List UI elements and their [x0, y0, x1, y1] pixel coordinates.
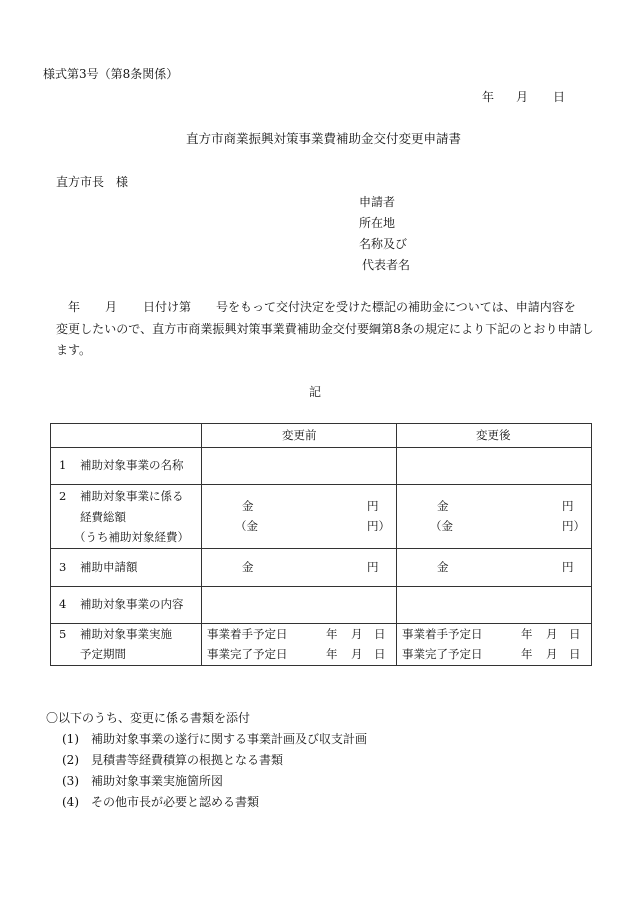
row2-label-cell — [51, 485, 202, 549]
row5-before-start-year: 年 — [326, 627, 338, 641]
row3-after-cell[interactable] — [397, 549, 592, 587]
row2-after-kin: 金 — [437, 499, 449, 513]
body-month: 月 — [105, 300, 118, 314]
row2-after-kin-paren: （金 — [430, 519, 453, 533]
row4-num: 4 — [59, 597, 67, 611]
row1-after-cell[interactable] — [397, 448, 592, 485]
row5-label-2: 予定期間 — [80, 647, 126, 661]
row5-before-end: 事業完了予定日 — [207, 647, 288, 661]
applicant-address-label: 所在地 — [359, 216, 396, 230]
row3-after-kin: 金 — [437, 560, 449, 574]
body-day: 日付け第 — [143, 300, 192, 314]
addressee: 直方市長 様 — [56, 175, 129, 189]
date-year: 年 — [482, 90, 495, 104]
table-row-5 — [51, 624, 592, 666]
row5-after-end-month: 月 — [546, 647, 558, 661]
row5-before-start-month: 月 — [351, 627, 363, 641]
document-title: 直方市商業振興対策事業費補助金交付変更申請書 — [186, 131, 462, 146]
row5-before-end-month: 月 — [351, 647, 363, 661]
row5-num: 5 — [59, 627, 67, 641]
attachment-item: (3) 補助対象事業実施箇所図 — [62, 774, 223, 788]
row5-label-cell — [51, 624, 202, 666]
row3-before-cell[interactable] — [202, 549, 397, 587]
row1-label: 補助対象事業の名称 — [80, 458, 184, 472]
body-line2: 変更したいので、直方市商業振興対策事業費補助金交付要綱第8条の規定により下記のとおり申請し — [56, 322, 594, 336]
form-number: 様式第3号（第8条関係） — [43, 67, 179, 81]
row5-after-start-month: 月 — [546, 627, 558, 641]
row5-before-end-day: 日 — [374, 647, 386, 661]
row5-after-start-day: 日 — [569, 627, 581, 641]
table-row-3 — [51, 549, 592, 587]
body-line1-rest: 号をもって交付決定を受けた標記の補助金については、申請内容を — [216, 300, 576, 314]
row3-num: 3 — [59, 560, 67, 574]
body-year: 年 — [68, 300, 81, 314]
row2-after-cell[interactable] — [397, 485, 592, 549]
row2-after-en-paren: 円） — [562, 519, 585, 533]
table-header-row — [51, 424, 592, 448]
row5-before-start: 事業着手予定日 — [207, 627, 288, 641]
row4-label-cell — [51, 587, 202, 624]
row2-before-kin: 金 — [242, 499, 254, 513]
row4-after-cell[interactable] — [397, 587, 592, 624]
row3-label: 補助申請額 — [80, 560, 138, 574]
row5-before-cell[interactable] — [202, 624, 397, 666]
header-after-cell — [397, 424, 592, 448]
row2-after-en: 円 — [562, 499, 574, 513]
row4-before-cell[interactable] — [202, 587, 397, 624]
date-month: 月 — [516, 90, 529, 104]
applicant-label: 申請者 — [359, 195, 396, 209]
row5-after-end-day: 日 — [569, 647, 581, 661]
header-before-cell — [202, 424, 397, 448]
body-line3: ます。 — [56, 343, 92, 357]
row4-label: 補助対象事業の内容 — [80, 597, 184, 611]
row5-before-end-year: 年 — [326, 647, 338, 661]
row2-before-kin-paren: （金 — [235, 519, 258, 533]
row3-after-en: 円 — [562, 560, 574, 574]
applicant-name-label: 名称及び — [359, 237, 408, 251]
row5-after-end: 事業完了予定日 — [402, 647, 483, 661]
table-row-1 — [51, 448, 592, 485]
row5-after-end-year: 年 — [521, 647, 533, 661]
change-table — [50, 423, 592, 666]
table-row-2 — [51, 485, 592, 549]
row3-before-kin: 金 — [242, 560, 254, 574]
attachment-item: (1) 補助対象事業の遂行に関する事業計画及び収支計画 — [62, 732, 368, 746]
row2-label-2: 経費総額 — [80, 510, 126, 524]
date-day: 日 — [553, 90, 566, 104]
applicant-rep-label: 代表者名 — [362, 258, 411, 272]
row5-label-1: 補助対象事業実施 — [80, 627, 172, 641]
table-row-4 — [51, 587, 592, 624]
attachment-item: (2) 見積書等経費積算の根拠となる書類 — [62, 753, 283, 767]
ki-heading: 記 — [309, 385, 322, 399]
row5-after-cell[interactable] — [397, 624, 592, 666]
row2-label-1: 補助対象事業に係る — [80, 489, 184, 503]
row1-num: 1 — [59, 458, 67, 472]
row2-label-3: （うち補助対象経費） — [74, 530, 189, 544]
row5-before-start-day: 日 — [374, 627, 386, 641]
row3-before-en: 円 — [367, 560, 379, 574]
row2-before-cell[interactable] — [202, 485, 397, 549]
row2-num: 2 — [59, 489, 67, 503]
attachments-heading: 〇以下のうち、変更に係る書類を添付 — [46, 711, 251, 725]
header-before: 変更前 — [282, 428, 317, 442]
header-empty-cell — [51, 424, 202, 448]
header-after: 変更後 — [476, 428, 511, 442]
row1-before-cell[interactable] — [202, 448, 397, 485]
row5-after-start: 事業着手予定日 — [402, 627, 483, 641]
row2-before-en: 円 — [367, 499, 379, 513]
attachment-item: (4) その他市長が必要と認める書類 — [62, 795, 259, 809]
row2-before-en-paren: 円） — [367, 519, 390, 533]
row3-label-cell — [51, 549, 202, 587]
row1-label-cell — [51, 448, 202, 485]
row5-after-start-year: 年 — [521, 627, 533, 641]
